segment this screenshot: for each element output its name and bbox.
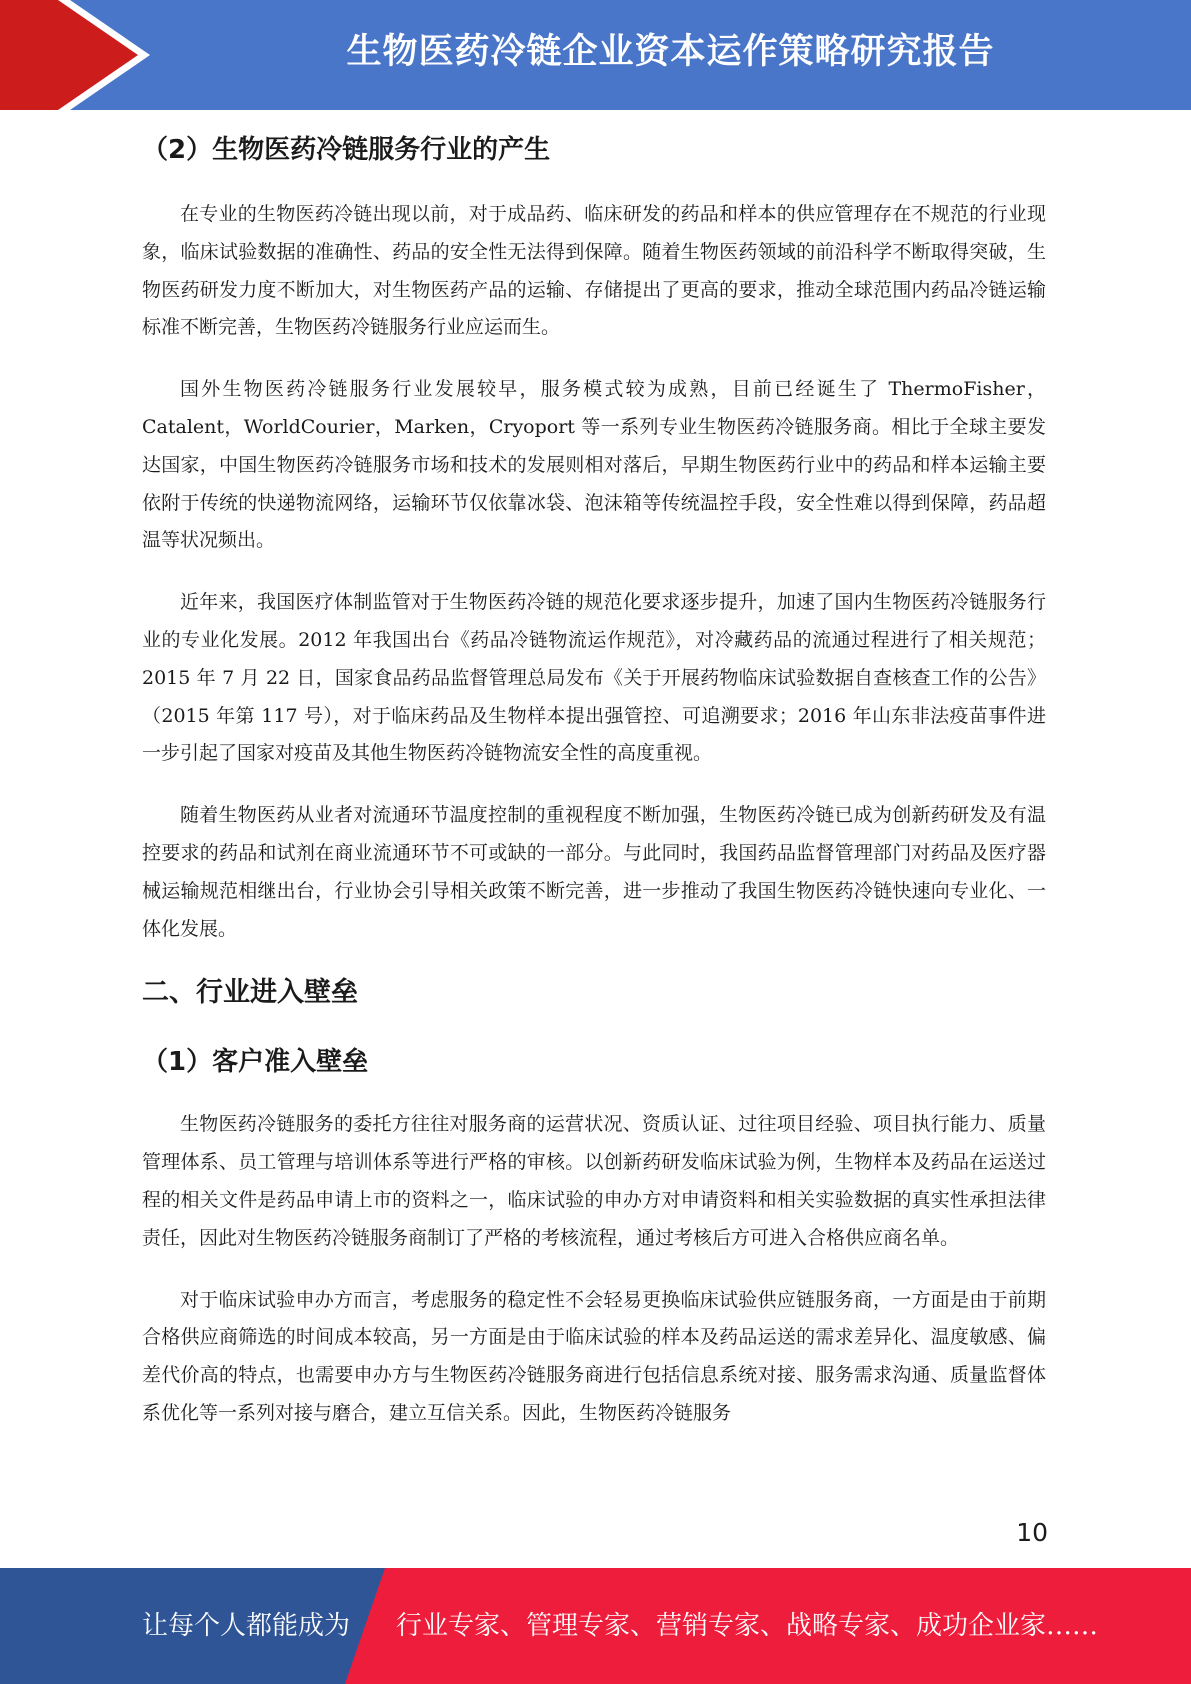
section-heading: （2）生物医药冷链服务行业的产生 xyxy=(142,135,551,165)
chapter-heading: 二、行业进入壁垒 xyxy=(142,977,358,1009)
section-heading: （1）客户准入壁垒 xyxy=(142,1047,369,1078)
page-header xyxy=(0,0,1191,110)
footer-slogan-left: 让每个人都能成为 xyxy=(142,1611,351,1641)
report-title: 生物医药冷链企业资本运作策略研究报告 xyxy=(346,32,995,72)
paragraph: 对于临床试验申办方而言，考虑服务的稳定性不会轻易更换临床试验供应链服务商，一方面是由于前期合格供应商筛选的时间成本较高，另一方面是由于临床试验的样本及药品运送的需求差异化、温度敏感、偏差代价高的特点，也需要申办方与生物医药冷链服务商进行包括信息系统对接、服务需求沟通、质量监督体系优化等一系列对接与磨合，建立互信关系。因此，生物医药冷链服务 xyxy=(142,1288,1046,1424)
paragraph: 在专业的生物医药冷链出现以前，对于成品药、临床研发的药品和样本的供应管理存在不规范的行业现象，临床试验数据的准确性、药品的安全性无法得到保障。随着生物医药领域的前沿科学不断取得突破，生物医药研发力度不断加大，对生物医药产品的运输、存储提出了更高的要求，推动全球范围内药品冷链运输标准不断完善，生物医药冷链服务行业应运而生。 xyxy=(142,203,1046,339)
paragraph: 生物医药冷链服务的委托方往往对服务商的运营状况、资质认证、过往项目经验、项目执行能力、质量管理体系、员工管理与培训体系等进行严格的审核。以创新药研发临床试验为例，生物样本及药品在运送过程的相关文件是药品申请上市的资料之一，临床试验的申办方对申请资料和相关实验数据的真实性承担法律责任，因此对生物医药冷链服务商制订了严格的考核流程，通过考核后方可进入合格供应商名单。 xyxy=(142,1113,1046,1249)
paragraph: 国外生物医药冷链服务行业发展较早，服务模式较为成熟，目前已经诞生了 ThermoFisher，Catalent，WorldCourier，Marken，Cryoport 等一系列专业生物医药冷链服务商。相比于全球主要发达国家，中国生物医药冷链服务市场和技术的发展则相对落后，早期生物医药行业中的药品和样本运输主要依附于传统的快递物流网络，运输环节仅依靠冰袋、泡沫箱等传统温控手段，安全性难以得到保障，药品超温等状况频出。 xyxy=(142,378,1046,552)
paragraph: 随着生物医药从业者对流通环节温度控制的重视程度不断加强，生物医药冷链已成为创新药研发及有温控要求的药品和试剂在商业流通环节不可或缺的一部分。与此同时，我国药品监督管理部门对药品及医疗器械运输规范相继出台，行业协会引导相关政策不断完善，进一步推动了我国生物医药冷链快速向专业化、一体化发展。 xyxy=(142,804,1046,940)
page-number: 10 xyxy=(1016,1518,1048,1547)
page-footer xyxy=(0,1568,1191,1684)
report-body xyxy=(142,128,1046,1433)
footer-slogan-right: 行业专家、管理专家、营销专家、战略专家、成功企业家…… xyxy=(396,1611,1099,1641)
paragraph: 近年来，我国医疗体制监管对于生物医药冷链的规范化要求逐步提升，加速了国内生物医药冷链服务行业的专业化发展。2012 年我国出台《药品冷链物流运作规范》，对冷藏药品的流通过程进行了相关规范；2015 年 7 月 22 日，国家食品药品监督管理总局发布《关于开展药物临床试验数据自查核查工作的公告》（2015 年第 117 号），对于临床药品及生物样本提出强管控、可追溯要求；2016 年山东非法疫苗事件进一步引起了国家对疫苗及其他生物医药冷链物流安全性的高度重视。 xyxy=(142,591,1046,765)
